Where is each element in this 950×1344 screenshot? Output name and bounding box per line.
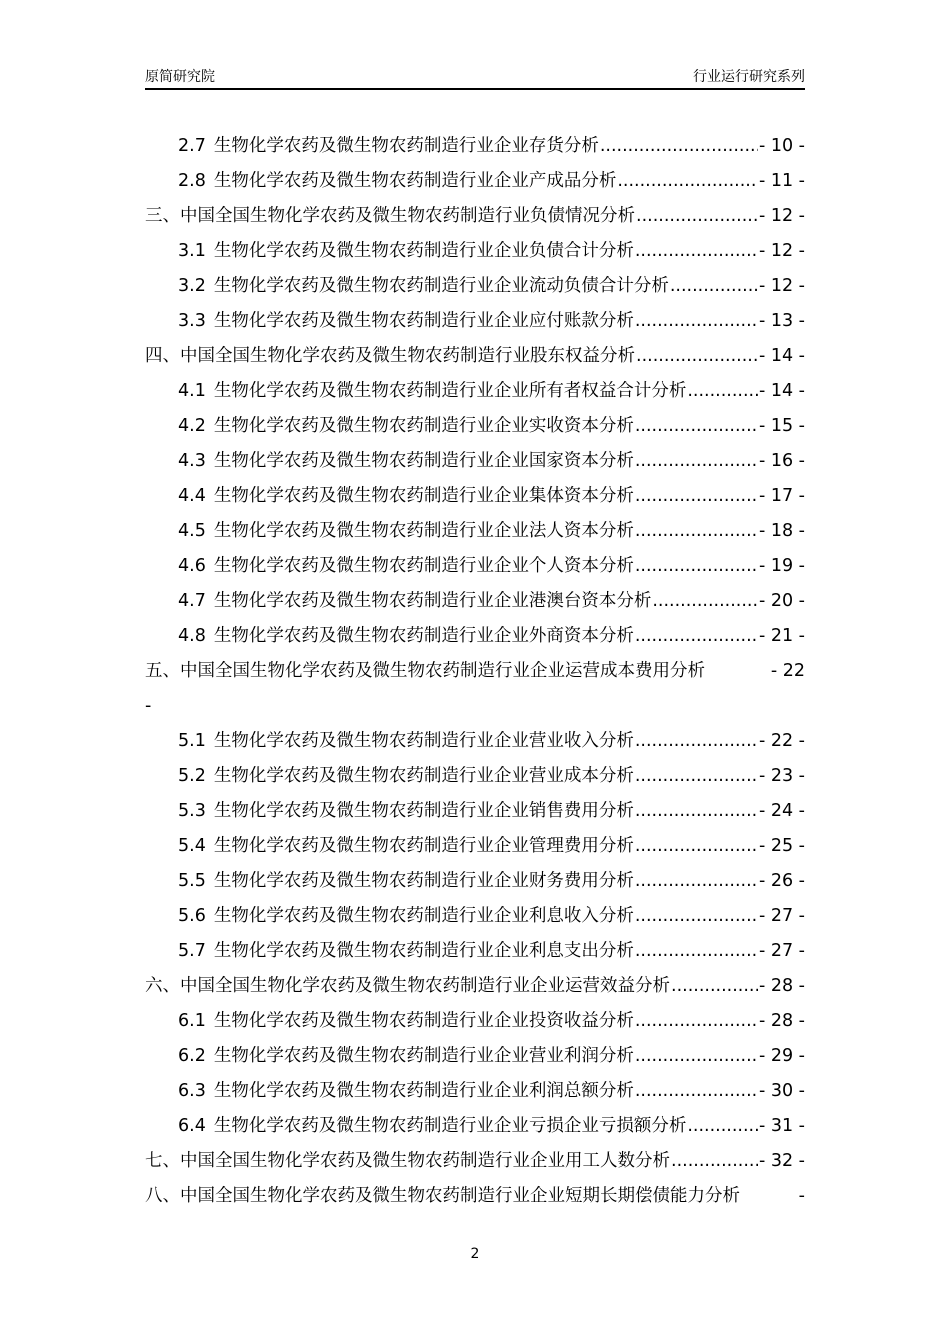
toc-title: 中国全国生物化学农药及微生物农药制造行业负债情况分析	[180, 206, 635, 226]
toc-leader	[635, 448, 758, 474]
toc-number: 3.1	[178, 241, 206, 261]
toc-number: 四、	[145, 346, 180, 366]
toc-number: 5.4	[178, 836, 206, 856]
toc-leader	[636, 203, 758, 229]
toc-number: 4.8	[178, 626, 206, 646]
toc-number: 5.3	[178, 801, 206, 821]
toc-number: 4.2	[178, 416, 206, 436]
toc-page: - 14 -	[758, 381, 805, 401]
toc-leader	[635, 553, 758, 579]
toc-title: 中国全国生物化学农药及微生物农药制造行业股东权益分析	[180, 346, 635, 366]
toc-leader	[635, 483, 758, 509]
toc-page: - 22 -	[758, 731, 805, 751]
toc-entry[interactable]	[145, 133, 805, 168]
toc-number: 七、	[145, 1151, 180, 1171]
toc-title: 生物化学农药及微生物农药制造行业企业财务费用分析	[213, 871, 634, 891]
toc-title: 生物化学农药及微生物农药制造行业企业负债合计分析	[213, 241, 634, 261]
toc-title: 生物化学农药及微生物农药制造行业企业产成品分析	[213, 171, 617, 191]
toc-page: - 19 -	[758, 556, 805, 576]
toc-number: 三、	[145, 206, 180, 226]
toc-leader	[617, 168, 758, 194]
toc-page: -	[798, 1186, 805, 1206]
toc-entry[interactable]	[145, 273, 805, 308]
toc-number: 5.1	[178, 731, 206, 751]
toc-title: 生物化学农药及微生物农药制造行业企业销售费用分析	[213, 801, 634, 821]
toc-entry[interactable]	[145, 553, 805, 588]
toc-leader	[635, 518, 758, 544]
toc-page: - 12 -	[758, 206, 805, 226]
toc-entry[interactable]	[145, 518, 805, 553]
toc-number: 六、	[145, 976, 180, 996]
toc-entry[interactable]	[145, 868, 805, 903]
toc-title: 生物化学农药及微生物农药制造行业企业所有者权益合计分析	[213, 381, 687, 401]
toc-title: 生物化学农药及微生物农药制造行业企业营业利润分析	[213, 1046, 634, 1066]
toc-entry[interactable]	[145, 1183, 805, 1218]
page-number: 2	[470, 1246, 480, 1262]
toc-page: - 30 -	[758, 1081, 805, 1101]
toc-number: 6.1	[178, 1011, 206, 1031]
toc-number: 4.6	[178, 556, 206, 576]
toc-leader	[635, 1078, 758, 1104]
toc-page: - 28 -	[758, 1011, 805, 1031]
toc-page: - 14 -	[758, 346, 805, 366]
toc-entry[interactable]	[145, 973, 805, 1008]
toc-number: 4.1	[178, 381, 206, 401]
toc-leader	[635, 1043, 758, 1069]
toc-number: 2.7	[178, 136, 206, 156]
toc-title: 中国全国生物化学农药及微生物农药制造行业企业运营效益分析	[180, 976, 670, 996]
toc-page: - 12 -	[758, 241, 805, 261]
toc-title: 中国全国生物化学农药及微生物农药制造行业企业用工人数分析	[180, 1151, 670, 1171]
toc-leader	[635, 798, 758, 824]
toc-leader	[671, 973, 758, 999]
toc-title: 生物化学农药及微生物农药制造行业企业港澳台资本分析	[213, 591, 652, 611]
toc-leader	[600, 133, 758, 159]
toc-entry[interactable]	[145, 938, 805, 973]
toc-leader	[636, 343, 758, 369]
toc-page: - 10 -	[758, 136, 805, 156]
toc-entry[interactable]	[145, 343, 805, 378]
toc-title: 生物化学农药及微生物农药制造行业企业应付账款分析	[213, 311, 634, 331]
toc-number: 6.4	[178, 1116, 206, 1136]
toc-title: 生物化学农药及微生物农药制造行业企业个人资本分析	[213, 556, 634, 576]
table-of-contents	[145, 133, 805, 1218]
toc-page-wrap: -	[145, 696, 152, 716]
toc-leader	[635, 868, 758, 894]
toc-title: 生物化学农药及微生物农药制造行业企业法人资本分析	[213, 521, 634, 541]
toc-entry[interactable]	[145, 623, 805, 658]
toc-page: - 22	[770, 661, 805, 681]
toc-entry[interactable]	[145, 203, 805, 238]
toc-page: - 15 -	[758, 416, 805, 436]
toc-page: - 26 -	[758, 871, 805, 891]
toc-entry[interactable]	[145, 483, 805, 518]
toc-number: 5.2	[178, 766, 206, 786]
toc-page: - 11 -	[758, 171, 805, 191]
toc-page: - 27 -	[758, 906, 805, 926]
toc-entry[interactable]	[145, 413, 805, 448]
toc-title: 生物化学农药及微生物农药制造行业企业外商资本分析	[213, 626, 634, 646]
toc-title: 生物化学农药及微生物农药制造行业企业利息支出分析	[213, 941, 634, 961]
header-org: 原简研究院	[145, 69, 215, 85]
toc-entry[interactable]	[145, 1148, 805, 1183]
toc-title: 生物化学农药及微生物农药制造行业企业营业成本分析	[213, 766, 634, 786]
toc-entry[interactable]	[145, 728, 805, 763]
toc-page: - 32 -	[758, 1151, 805, 1171]
header-rule	[145, 88, 805, 90]
toc-page: - 13 -	[758, 311, 805, 331]
toc-leader	[635, 833, 758, 859]
toc-title: 生物化学农药及微生物农药制造行业企业国家资本分析	[213, 451, 634, 471]
toc-number: 3.2	[178, 276, 206, 296]
toc-entry[interactable]	[145, 1008, 805, 1043]
toc-page: - 31 -	[758, 1116, 805, 1136]
toc-page: - 27 -	[758, 941, 805, 961]
toc-entry[interactable]	[145, 1078, 805, 1113]
toc-title: 生物化学农药及微生物农药制造行业企业亏损企业亏损额分析	[213, 1116, 687, 1136]
toc-entry[interactable]	[145, 448, 805, 483]
toc-entry[interactable]	[145, 833, 805, 868]
toc-leader	[635, 238, 758, 264]
toc-entry[interactable]	[145, 903, 805, 938]
toc-entry[interactable]	[145, 658, 805, 693]
toc-entry[interactable]	[145, 588, 805, 623]
toc-number: 4.7	[178, 591, 206, 611]
toc-number: 5.6	[178, 906, 206, 926]
toc-page: - 29 -	[758, 1046, 805, 1066]
toc-number: 5.7	[178, 941, 206, 961]
toc-number: 3.3	[178, 311, 206, 331]
toc-title: 生物化学农药及微生物农药制造行业企业营业收入分析	[213, 731, 634, 751]
toc-title: 生物化学农药及微生物农药制造行业企业流动负债合计分析	[213, 276, 669, 296]
toc-title: 生物化学农药及微生物农药制造行业企业存货分析	[213, 136, 599, 156]
toc-leader	[635, 938, 758, 964]
toc-title: 中国全国生物化学农药及微生物农药制造行业企业运营成本费用分析	[180, 661, 705, 681]
toc-title: 生物化学农药及微生物农药制造行业企业利润总额分析	[213, 1081, 634, 1101]
toc-page: - 18 -	[758, 521, 805, 541]
toc-number: 4.4	[178, 486, 206, 506]
toc-page: - 24 -	[758, 801, 805, 821]
toc-number: 5.5	[178, 871, 206, 891]
toc-leader	[635, 728, 758, 754]
toc-entry[interactable]	[145, 168, 805, 203]
toc-entry[interactable]	[145, 1113, 805, 1148]
toc-page: - 20 -	[758, 591, 805, 611]
toc-page: - 21 -	[758, 626, 805, 646]
toc-leader	[670, 273, 758, 299]
toc-title: 生物化学农药及微生物农药制造行业企业管理费用分析	[213, 836, 634, 856]
toc-leader	[635, 1008, 758, 1034]
toc-entry[interactable]	[145, 308, 805, 343]
toc-number: 八、	[145, 1186, 180, 1206]
toc-page: - 28 -	[758, 976, 805, 996]
toc-title: 中国全国生物化学农药及微生物农药制造行业企业短期长期偿债能力分析	[180, 1186, 740, 1206]
toc-entry[interactable]	[145, 798, 805, 833]
toc-page: - 17 -	[758, 486, 805, 506]
toc-page: - 25 -	[758, 836, 805, 856]
toc-entry[interactable]	[145, 1043, 805, 1078]
toc-title: 生物化学农药及微生物农药制造行业企业利息收入分析	[213, 906, 634, 926]
toc-title: 生物化学农药及微生物农药制造行业企业集体资本分析	[213, 486, 634, 506]
toc-leader	[635, 763, 758, 789]
toc-number: 五、	[145, 661, 180, 681]
toc-leader	[635, 308, 758, 334]
toc-title: 生物化学农药及微生物农药制造行业企业实收资本分析	[213, 416, 634, 436]
toc-number: 6.3	[178, 1081, 206, 1101]
toc-leader	[671, 1148, 758, 1174]
toc-page: - 23 -	[758, 766, 805, 786]
toc-number: 6.2	[178, 1046, 206, 1066]
toc-number: 4.5	[178, 521, 206, 541]
toc-entry[interactable]	[145, 238, 805, 273]
toc-page: - 16 -	[758, 451, 805, 471]
header-series: 行业运行研究系列	[693, 69, 805, 85]
toc-leader	[635, 623, 758, 649]
toc-leader	[687, 378, 758, 404]
toc-leader	[652, 588, 758, 614]
toc-number: 4.3	[178, 451, 206, 471]
toc-title: 生物化学农药及微生物农药制造行业企业投资收益分析	[213, 1011, 634, 1031]
toc-page: - 12 -	[758, 276, 805, 296]
toc-number: 2.8	[178, 171, 206, 191]
toc-entry[interactable]	[145, 378, 805, 413]
toc-leader	[635, 903, 758, 929]
toc-leader	[635, 413, 758, 439]
toc-leader	[687, 1113, 758, 1139]
toc-entry[interactable]	[145, 763, 805, 798]
